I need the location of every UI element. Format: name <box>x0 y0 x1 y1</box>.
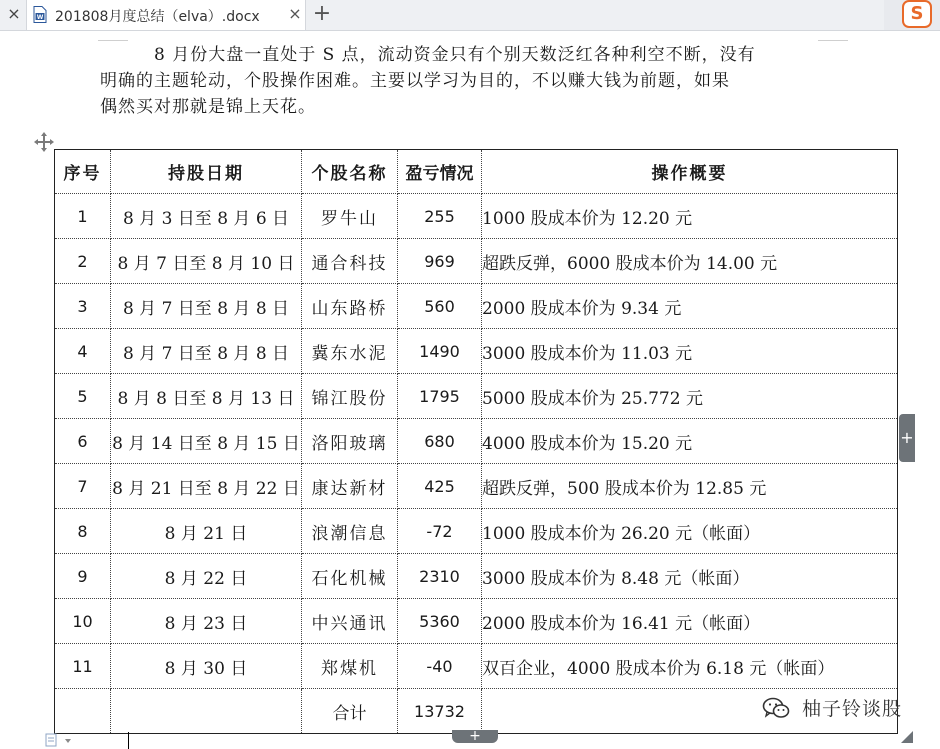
cell-profit-loss[interactable]: -40 <box>398 644 482 689</box>
cell-stock-name[interactable]: 通合科技 <box>302 239 398 284</box>
cell-date[interactable]: 8 月 14 日至 8 月 15 日 <box>111 419 302 464</box>
paragraph-line: 偶然买对那就是锦上天花。 <box>100 97 316 117</box>
new-tab-button[interactable]: + <box>312 1 332 26</box>
cell-summary[interactable]: 3000 股成本价为 11.03 元 <box>482 329 898 374</box>
tab-title: 201808月度总结（elva）.docx <box>55 9 260 25</box>
cell-no[interactable]: 9 <box>55 554 111 599</box>
header-cell[interactable]: 操作概要 <box>482 150 898 194</box>
table-header-row <box>55 150 898 194</box>
cell-date[interactable]: 8 月 3 日至 8 月 6 日 <box>111 194 302 239</box>
cell-profit-loss[interactable]: 1795 <box>398 374 482 419</box>
cell-no[interactable]: 8 <box>55 509 111 554</box>
paragraph-line: 8 月份大盘一直处于 S 点，流动资金只有个别天数泛红各种利空不断，没有 <box>154 45 756 65</box>
cell-summary[interactable]: 超跌反弹，500 股成本价为 12.85 元 <box>482 464 898 509</box>
cell-date[interactable]: 8 月 22 日 <box>111 554 302 599</box>
paragraph-line: 明确的主题轮动，个股操作困难。主要以学习为目的，不以赚大钱为前题，如果 <box>100 71 730 91</box>
document-tab[interactable] <box>26 0 306 30</box>
cell-summary[interactable]: 1000 股成本价为 12.20 元 <box>482 194 898 239</box>
add-column-button[interactable]: + <box>899 414 915 462</box>
cell-date[interactable]: 8 月 7 日至 8 月 8 日 <box>111 284 302 329</box>
cell-summary[interactable]: 双百企业，4000 股成本价为 6.18 元（帐面） <box>482 644 898 689</box>
page-margin-mark-left <box>98 40 128 41</box>
cell-no[interactable]: 1 <box>55 194 111 239</box>
watermark-text: 柚子铃谈股 <box>802 698 903 720</box>
cell-summary[interactable]: 超跌反弹，6000 股成本价为 14.00 元 <box>482 239 898 284</box>
table-row <box>55 509 898 554</box>
cell-stock-name[interactable]: 冀东水泥 <box>302 329 398 374</box>
cell-stock-name[interactable]: 浪潮信息 <box>302 509 398 554</box>
table-row <box>55 599 898 644</box>
cell-summary[interactable]: 2000 股成本价为 9.34 元 <box>482 284 898 329</box>
header-cell[interactable]: 盈亏情况 <box>398 150 482 194</box>
table-row <box>55 239 898 284</box>
cell-profit-loss[interactable]: -72 <box>398 509 482 554</box>
cell-profit-loss[interactable]: 680 <box>398 419 482 464</box>
cell-profit-loss[interactable]: 255 <box>398 194 482 239</box>
cell-no[interactable]: 7 <box>55 464 111 509</box>
cell-summary[interactable]: 2000 股成本价为 16.41 元（帐面） <box>482 599 898 644</box>
cell-profit-loss[interactable]: 2310 <box>398 554 482 599</box>
cell-stock-name[interactable]: 石化机械 <box>302 554 398 599</box>
cell-stock-name[interactable]: 郑煤机 <box>302 644 398 689</box>
table-resize-icon[interactable] <box>901 731 913 743</box>
header-cell[interactable]: 序号 <box>55 150 111 194</box>
cell-summary[interactable]: 5000 股成本价为 25.772 元 <box>482 374 898 419</box>
document-icon <box>33 6 47 23</box>
cell-no[interactable]: 2 <box>55 239 111 284</box>
cell-stock-name[interactable]: 山东路桥 <box>302 284 398 329</box>
watermark <box>762 694 902 724</box>
cell-summary[interactable]: 1000 股成本价为 26.20 元（帐面） <box>482 509 898 554</box>
cell-stock-name[interactable]: 罗牛山 <box>302 194 398 239</box>
text-cursor <box>128 732 129 749</box>
cell-stock-name[interactable]: 康达新材 <box>302 464 398 509</box>
cell-empty[interactable] <box>55 689 111 734</box>
app-logo[interactable]: S <box>902 0 932 28</box>
cell-date[interactable]: 8 月 7 日至 8 月 10 日 <box>111 239 302 284</box>
svg-text:W: W <box>36 14 44 21</box>
cell-no[interactable]: 3 <box>55 284 111 329</box>
table-row <box>55 284 898 329</box>
total-value[interactable]: 13732 <box>398 689 482 734</box>
cell-no[interactable]: 5 <box>55 374 111 419</box>
table-row <box>55 194 898 239</box>
cell-profit-loss[interactable]: 1490 <box>398 329 482 374</box>
cell-profit-loss[interactable]: 969 <box>398 239 482 284</box>
tab-close-icon[interactable]: × <box>288 4 302 23</box>
cell-date[interactable]: 8 月 21 日至 8 月 22 日 <box>111 464 302 509</box>
tab-bar <box>0 0 940 31</box>
cell-date[interactable]: 8 月 21 日 <box>111 509 302 554</box>
cell-date[interactable]: 8 月 30 日 <box>111 644 302 689</box>
table-row <box>55 464 898 509</box>
table-row <box>55 644 898 689</box>
paste-options-icon[interactable] <box>45 733 73 747</box>
close-icon[interactable]: × <box>7 4 21 23</box>
cell-summary[interactable]: 4000 股成本价为 15.20 元 <box>482 419 898 464</box>
cell-date[interactable]: 8 月 8 日至 8 月 13 日 <box>111 374 302 419</box>
cell-no[interactable]: 11 <box>55 644 111 689</box>
cell-profit-loss[interactable]: 425 <box>398 464 482 509</box>
table-move-icon[interactable] <box>33 131 55 153</box>
stock-table <box>54 149 898 734</box>
header-cell[interactable]: 持股日期 <box>111 150 302 194</box>
header-cell[interactable]: 个股名称 <box>302 150 398 194</box>
table-row <box>55 554 898 599</box>
table-row <box>55 419 898 464</box>
wechat-icon <box>762 696 790 720</box>
table-row <box>55 374 898 419</box>
cell-profit-loss[interactable]: 5360 <box>398 599 482 644</box>
cell-no[interactable]: 4 <box>55 329 111 374</box>
table-row <box>55 329 898 374</box>
cell-date[interactable]: 8 月 7 日至 8 月 8 日 <box>111 329 302 374</box>
cell-stock-name[interactable]: 洛阳玻璃 <box>302 419 398 464</box>
total-label[interactable]: 合计 <box>302 689 398 734</box>
cell-date[interactable]: 8 月 23 日 <box>111 599 302 644</box>
cell-empty[interactable] <box>111 689 302 734</box>
intro-paragraph[interactable] <box>100 42 830 120</box>
cell-no[interactable]: 10 <box>55 599 111 644</box>
page-margin-mark-right <box>818 40 848 41</box>
cell-summary[interactable]: 3000 股成本价为 8.48 元（帐面） <box>482 554 898 599</box>
cell-profit-loss[interactable]: 560 <box>398 284 482 329</box>
cell-stock-name[interactable]: 锦江股份 <box>302 374 398 419</box>
cell-stock-name[interactable]: 中兴通讯 <box>302 599 398 644</box>
cell-no[interactable]: 6 <box>55 419 111 464</box>
add-row-button[interactable]: + <box>452 730 498 743</box>
